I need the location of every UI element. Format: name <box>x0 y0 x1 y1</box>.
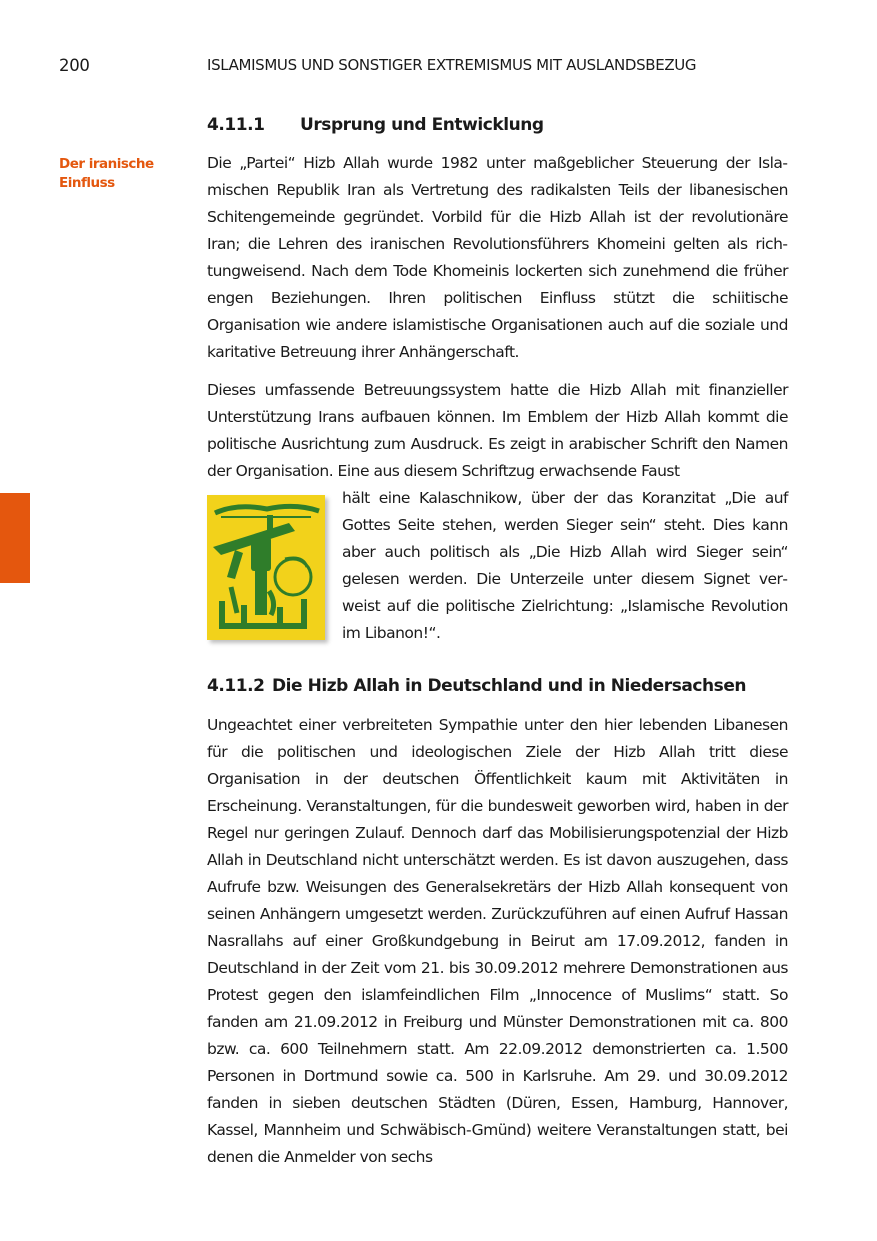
chapter-side-tab <box>0 493 30 583</box>
page-number: 200 <box>59 56 90 75</box>
paragraph: Dieses umfassende Betreuungssystem hatte die Hizb Allah mit finanzieller Unterstützung Irans aufbauen können. Im Emblem der Hizb Allah kommt die politische Ausrichtung zum Ausdruck. Es zeigt in arabischer Schrift den Namen der Organisation. Eine aus diesem Schriftzug erwachsende Faust <box>207 381 788 480</box>
section-title: Ursprung und Entwicklung <box>300 115 544 135</box>
section-heading-4-11-2 <box>207 676 797 696</box>
section-heading-4-11-1 <box>207 115 797 135</box>
paragraph-wrap-text: hält eine Kalaschnikow, über der das Koranzitat „Die auf Gottes Seite stehen, werden Sieger sein“ steht. Dies kann aber auch politisch als „Die Hizb Allah wird Sieger sein“ gelesen werden. Die Unterzeile unter diesem Signet verweist auf die politische Zielrichtung: „Islamische Revolution im Libanon!“. <box>342 489 788 642</box>
hizb-allah-emblem-image <box>207 495 325 640</box>
margin-note: Der iranische Einfluss <box>59 156 154 191</box>
paragraph: Die „Partei“ Hizb Allah wurde 1982 unter maßgeblicher Steuerung der Islamischen Republik Iran als Vertretung des radikalsten Teils der libanesischen Schitengemeinde gegründet. Vorbild für die Hizb Allah ist der revolutionäre Iran; die Lehren des iranischen Revolutionsführers Khomeini gelten als richtungweisend. Nach dem Tode Khomeinis lockerten sich zunehmend die früher engen Beziehungen. Ihren politischen Einfluss stützt die schiitische Organisation wie andere islamistische Organisationen auch auf die soziale und karitative Betreuung ihrer Anhängerschaft. <box>207 154 788 361</box>
running-header: ISLAMISMUS UND SONSTIGER EXTREMISMUS MIT AUSLANDSBEZUG <box>207 56 697 74</box>
section-number: 4.11.1 <box>207 115 265 135</box>
section-title: Die Hizb Allah in Deutschland und in Niedersachsen <box>272 676 747 696</box>
paragraph: Ungeachtet einer verbreiteten Sympathie unter den hier lebenden Libanesen für die politischen und ideologischen Ziele der Hizb Allah tritt diese Organisation in der deutschen Öffentlichkeit kaum mit Aktivitäten in Erscheinung. Veranstaltungen, für die bundesweit geworben wird, haben in der Regel nur geringen Zulauf. Dennoch darf das Mobilisierungspotenzial der Hizb Allah in Deutschland nicht unterschätzt werden. Es ist davon auszugehen, dass Aufrufe bzw. Weisungen des Generalsekretärs der Hizb Allah konsequent von seinen Anhängern umgesetzt werden. Zurückzuführen auf einen Aufruf Hassan Nasrallahs auf einer Großkundgebung in Beirut am 17.09.2012, fanden in Deutschland in der Zeit vom 21. bis 30.09.2012 mehrere Demonstrationen aus Protest gegen den islamfeindlichen Film „Innocence of Muslims“ statt. So fanden am 21.09.2012 in Freiburg und Münster Demonstrationen mit ca. 800 bzw. ca. 600 Teilnehmern statt. Am 22.09.2012 demonstrierten ca. 1.500 Personen in Dortmund sowie ca. 500 in Karlsruhe. Am 29. und 30.09.2012 fanden in sieben deutschen Städten (Düren, Essen, Hamburg, Hannover, Kassel, Mannheim und Schwäbisch-Gmünd) weitere Veranstaltungen statt, bei denen die Anmelder von sechs <box>207 716 788 1166</box>
section-number: 4.11.2 <box>207 676 265 696</box>
